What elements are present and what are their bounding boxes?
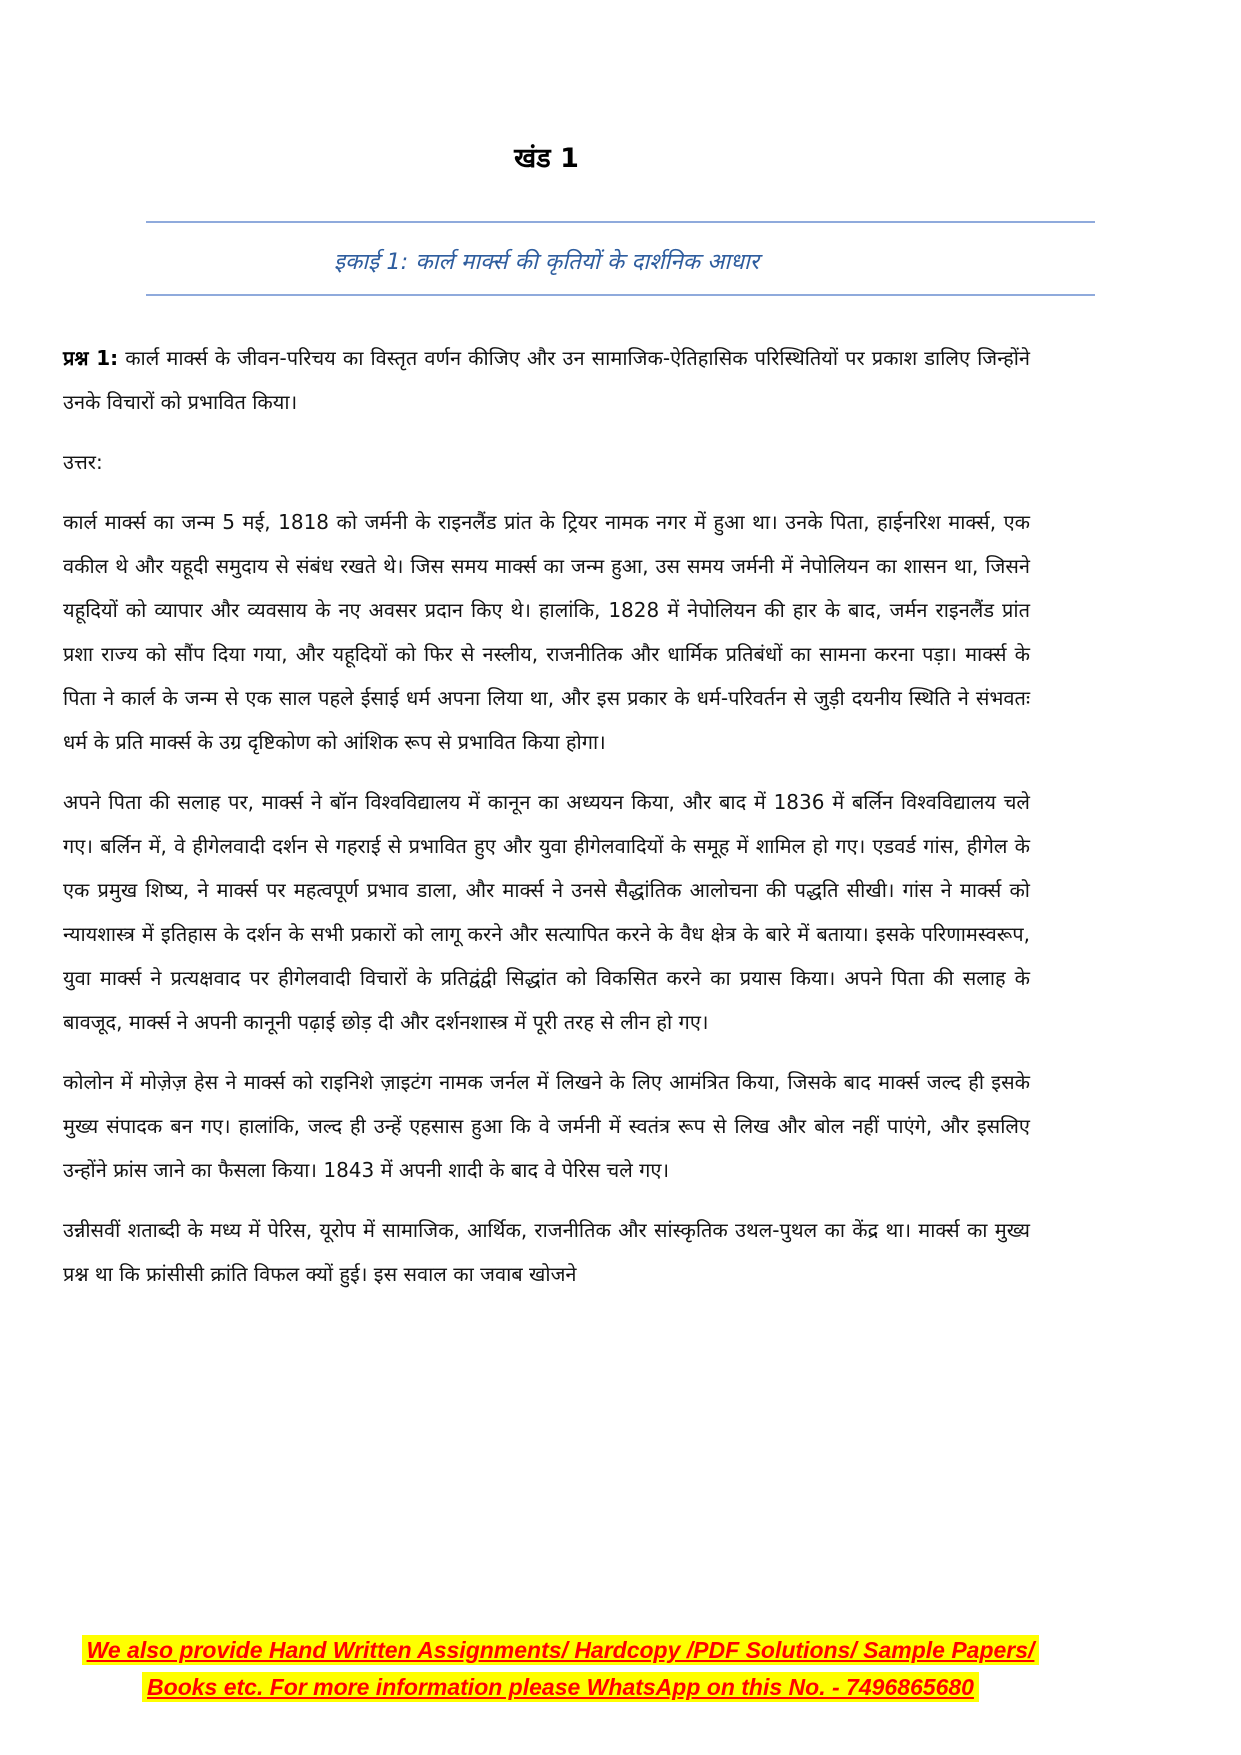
body-paragraph-2: अपने पिता की सलाह पर, मार्क्स ने बॉन विश्वविद्यालय में कानून का अध्ययन किया, और बाद में 1836 में बर्लिन विश्वविद्यालय चले गए। बर्लिन में, वे हीगेलवादी दर्शन से गहराई से प्रभावित हुए और युवा हीगेलवादियों के समूह में शामिल हो गए। एडवर्ड गांस, हीगेल के एक प्रमुख शिष्य, ने मार्क्स पर महत्वपूर्ण प्रभाव डाला, और मार्क्स ने उनसे सैद्धांतिक आलोचना की पद्धति सीखी। गांस ने मार्क्स को न्यायशास्त्र में इतिहास के दर्शन के सभी प्रकारों को लागू करने और सत्यापित करने के वैध क्षेत्र के बारे में बताया। इसके परिणामस्वरूप, युवा मार्क्स ने प्रत्यक्षवाद पर हीगेलवादी विचारों के प्रतिद्वंद्वी सिद्धांत को विकसित करने का प्रयास किया। अपने पिता की सलाह के बावजूद, मार्क्स ने अपनी कानूनी पढ़ाई छोड़ दी और दर्शनशास्त्र में पूरी तरह से लीन हो गए। [63, 790, 1030, 1034]
answer-label: उत्तर: [63, 450, 103, 474]
heading-divider-top [146, 221, 1095, 223]
document-body [0, 336, 1241, 1296]
promo-footer [60, 1632, 1061, 1706]
promo-footer-line-2-text: Books etc. For more information please WhatsApp on this No. - 7496865680 [142, 1672, 979, 1702]
promo-footer-line-1-text: We also provide Hand Written Assignments/ Hardcopy /PDF Solutions/ Sample Papers/ [82, 1635, 1040, 1665]
body-paragraph-4: उन्नीसवीं शताब्दी के मध्य में पेरिस, यूरोप में सामाजिक, आर्थिक, राजनीतिक और सांस्कृतिक उथल-पुथल का केंद्र था। मार्क्स का मुख्य प्रश्न था कि फ्रांसीसी क्रांति विफल क्यों हुई। इस सवाल का जवाब खोजने [63, 1218, 1030, 1286]
question-text: कार्ल मार्क्स के जीवन-परिचय का विस्तृत वर्णन कीजिए और उन सामाजिक-ऐतिहासिक परिस्थितियों पर प्रकाश डालिए जिन्होंने उनके विचारों को प्रभावित किया। [63, 346, 1030, 414]
body-paragraph-3: कोलोन में मोज़ेज़ हेस ने मार्क्स को राइनिशे ज़ाइटंग नामक जर्नल में लिखने के लिए आमंत्रित किया, जिसके बाद मार्क्स जल्द ही इसके मुख्य संपादक बन गए। हालांकि, जल्द ही उन्हें एहसास हुआ कि वे जर्मनी में स्वतंत्र रूप से लिख और बोल नहीं पाएंगे, और इसलिए उन्होंने फ्रांस जाने का फैसला किया। 1843 में अपनी शादी के बाद वे पेरिस चले गए। [63, 1070, 1030, 1182]
body-paragraph-1: कार्ल मार्क्स का जन्म 5 मई, 1818 को जर्मनी के राइनलैंड प्रांत के ट्रियर नामक नगर में हुआ था। उनके पिता, हाईनरिश मार्क्स, एक वकील थे और यहूदी समुदाय से संबंध रखते थे। जिस समय मार्क्स का जन्म हुआ, उस समय जर्मनी में नेपोलियन का शासन था, जिसने यहूदियों को व्यापार और व्यवसाय के नए अवसर प्रदान किए थे। हालांकि, 1828 में नेपोलियन की हार के बाद, जर्मन राइनलैंड प्रांत प्रशा राज्य को सौंप दिया गया, और यहूदियों को फिर से नस्लीय, राजनीतिक और धार्मिक प्रतिबंधों का सामना करना पड़ा। मार्क्स के पिता ने कार्ल के जन्म से एक साल पहले ईसाई धर्म अपना लिया था, और इस प्रकार के धर्म-परिवर्तन से जुड़ी दयनीय स्थिति ने संभवतः धर्म के प्रति मार्क्स के उग्र दृष्टिकोण को आंशिक रूप से प्रभावित किया होगा। [63, 510, 1030, 754]
promo-footer-line-2 [60, 1669, 1061, 1706]
unit-heading: इकाई 1: कार्ल मार्क्स की कृतियों के दार्शनिक आधार [333, 249, 760, 275]
question [63, 336, 1030, 424]
promo-footer-line-1 [60, 1632, 1061, 1669]
question-label: प्रश्न 1: [63, 346, 119, 370]
heading-divider-bottom [146, 294, 1095, 296]
section-title: खंड 1 [514, 143, 579, 174]
